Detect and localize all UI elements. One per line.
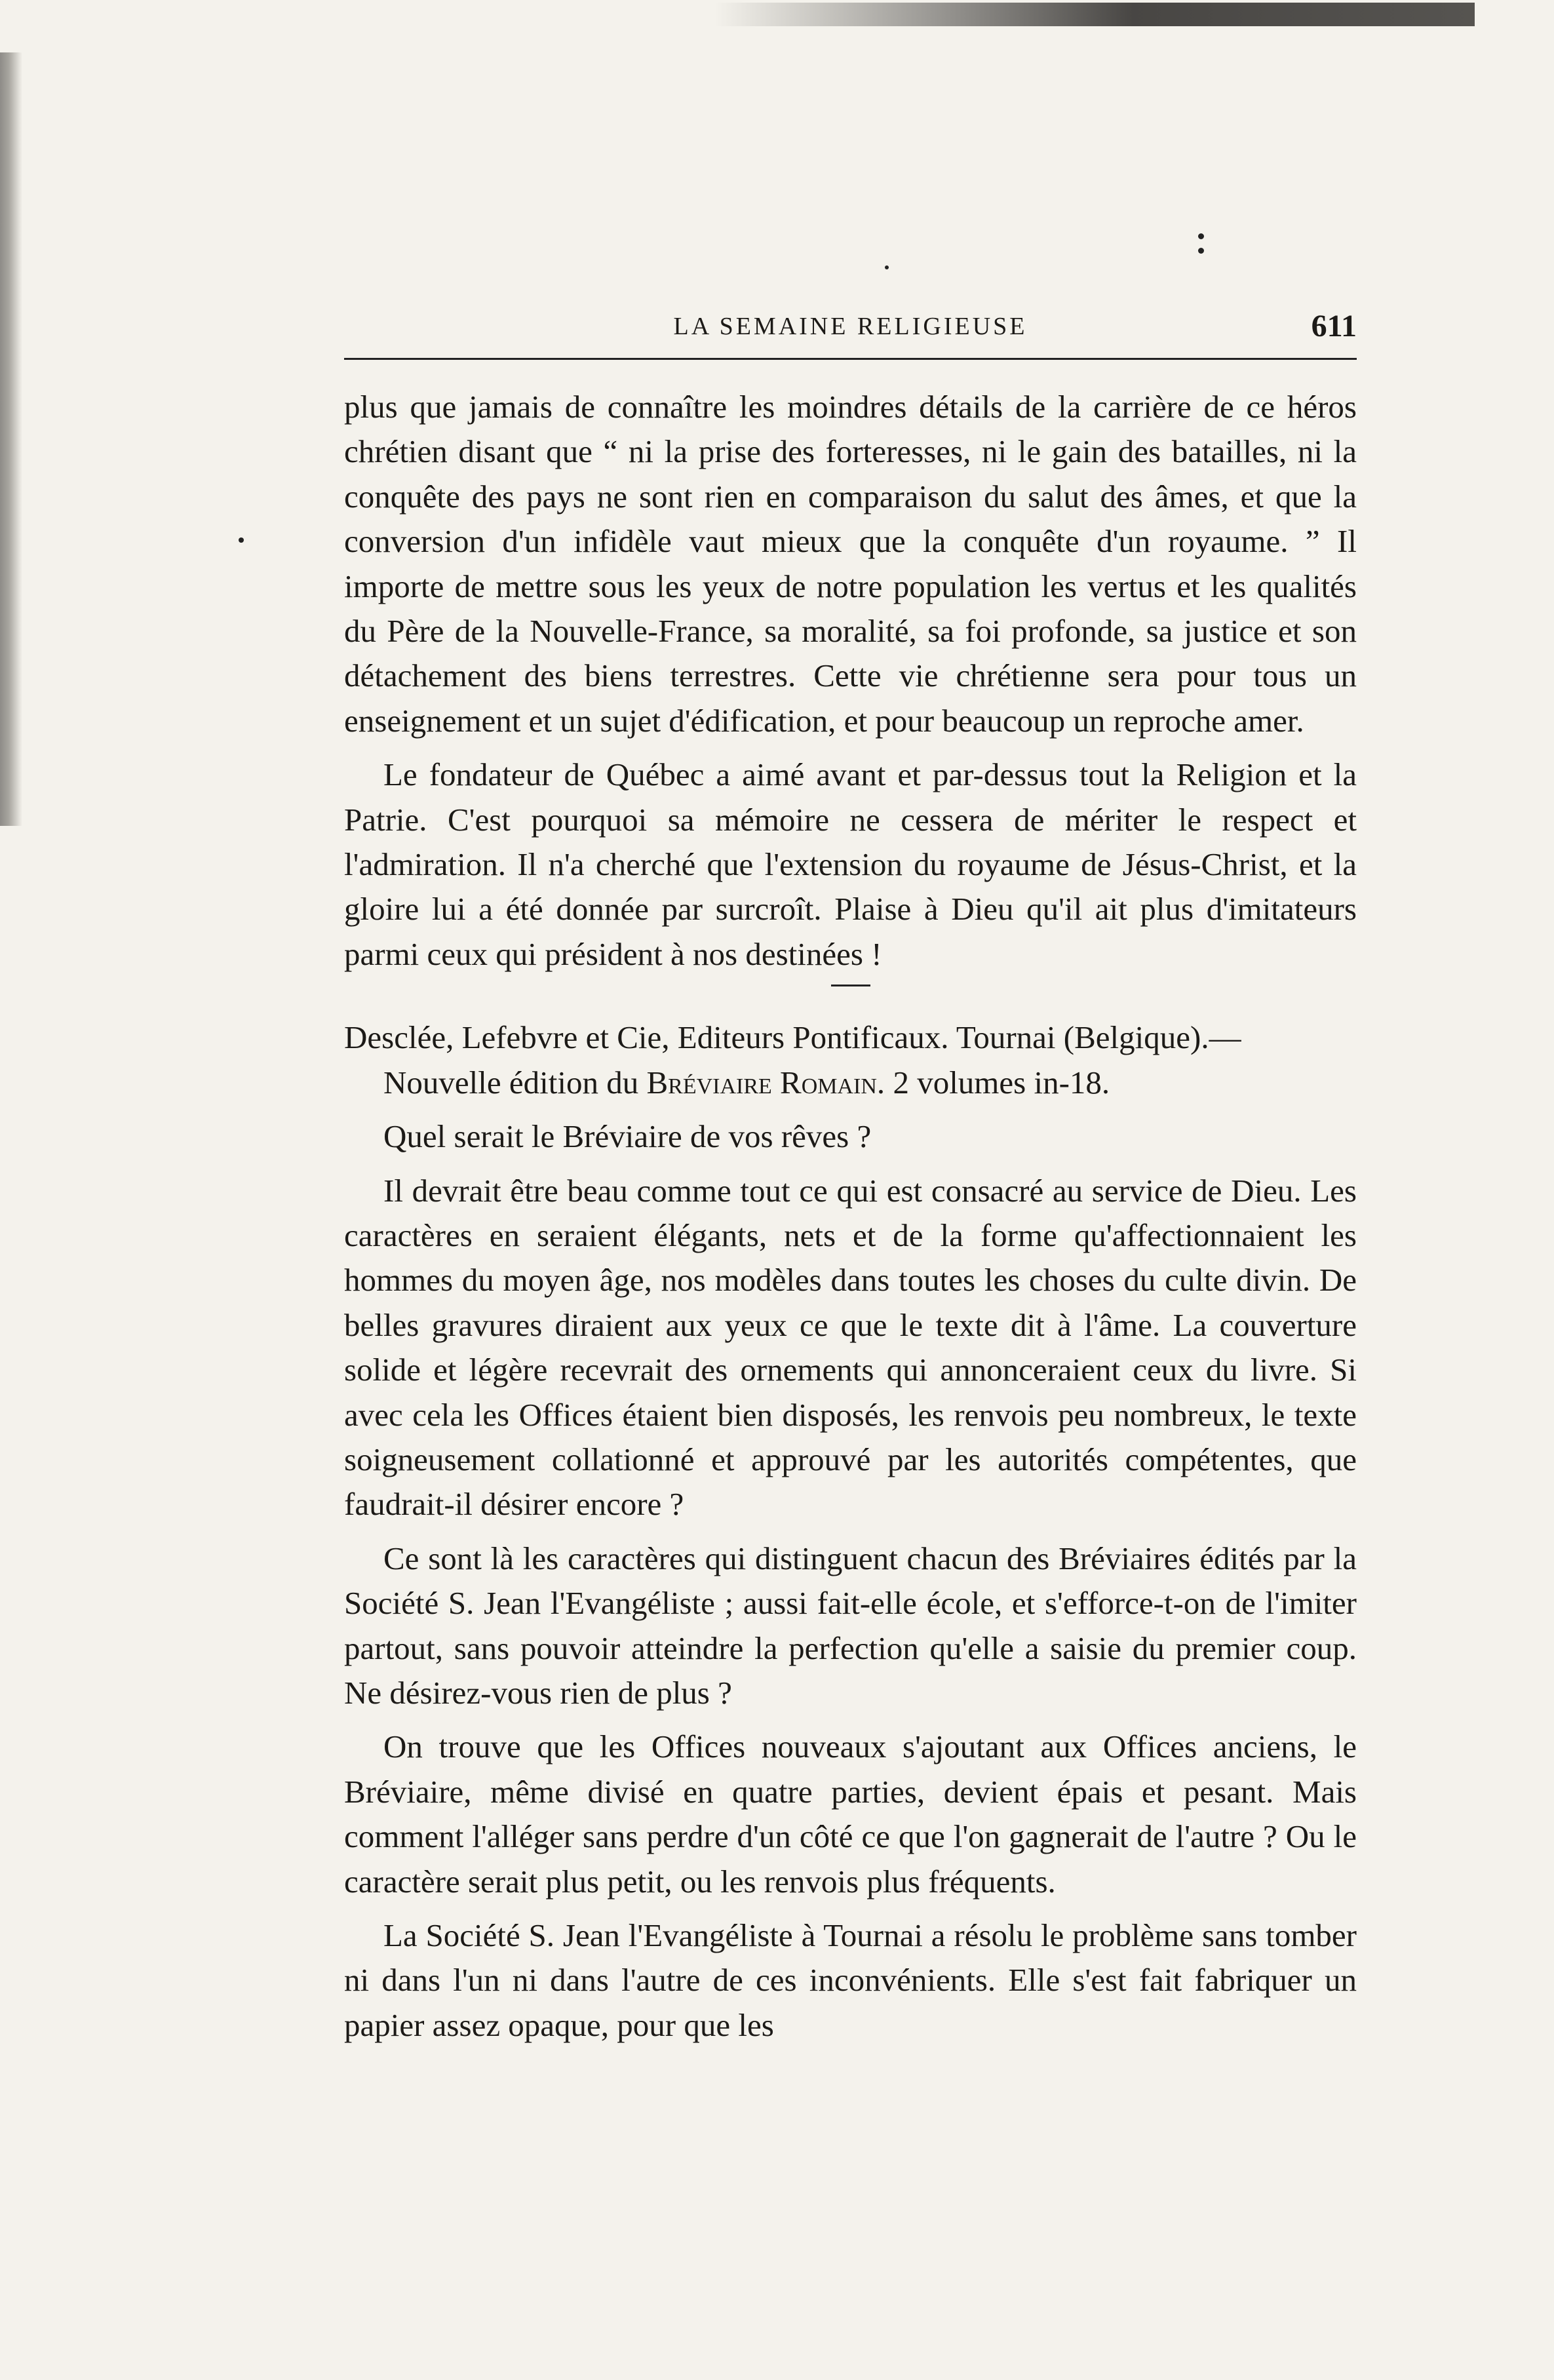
notice-paragraph: Ce sont là les caractères qui distinguent chacun des Bréviaires édités par la Société S. Jean l'Evangéliste ; aussi fait-elle école, et s'efforce-t-on de l'imiter partout, sans pouvoir atteindre la perfection qu'elle a saisie du premier coup. Ne désirez-vous rien de plus ? [344,1540,1357,1711]
page-body [344,385,1357,2048]
running-title: LA SEMAINE RELIGIEUSE [673,313,1028,340]
notice-paragraph: Quel serait le Bréviaire de vos rêves ? [383,1118,872,1155]
section-separator [831,985,870,986]
article-paragraph: plus que jamais de connaître les moindres détails de la carrière de ce héros chrétien disant que “ ni la prise des forteresses, ni le gain des batailles, ni la conquête des pays ne sont rien en comparaison du salut des âmes, et que la conversion d'un infidèle vaut mieux que la conquête d'un royaume. ” Il importe de mettre sous les yeux de notre population les vertus et les qualités du Père de la Nouvelle-France, sa moralité, sa foi profonde, sa justice et son détachement des biens terrestres. Cette vie chrétienne sera pour tous un enseignement et un sujet d'édification, et pour beaucoup un reproche amer. [344,389,1357,739]
scan-speck [239,537,244,543]
notice-paragraph: La Société S. Jean l'Evangéliste à Tournai a résolu le problème sans tomber ni dans l'un ni dans l'autre de ces inconvénients. Elle s'est fait fabriquer un papier assez opaque, pour que les [344,1917,1357,2043]
notice-paragraph: On trouve que les Offices nouveaux s'ajoutant aux Offices anciens, le Bréviaire, même divisé en quatre parties, devient épais et pesant. Mais comment l'alléger sans perdre d'un côté ce que l'on gagnerait de l'autre ? Ou le caractère serait plus petit, ou les renvois plus fréquents. [344,1728,1357,1900]
scan-shadow-left [0,52,22,826]
scan-speck [1198,233,1204,239]
book-page [344,308,1357,2048]
notice-title [344,1061,1357,1105]
scan-speck [1198,248,1204,254]
page-number: 611 [1311,309,1357,343]
article-paragraph: Le fondateur de Québec a aimé avant et par-dessus tout la Religion et la Patrie. C'est pourquoi sa mémoire ne cessera de mériter le respect et l'admiration. Il n'a cherché que l'extension du royaume de Jésus-Christ, et la gloire lui a été donnée par surcroît. Plaise à Dieu qu'il ait plus d'imitateurs parmi ceux qui président à nos destinées ! [344,756,1357,972]
notice-paragraph: Il devrait être beau comme tout ce qui est consacré au service de Dieu. Les caractères en seraient élégants, nets et de la forme qu'affectionnaient les hommes du moyen âge, nos modèles dans toutes les choses du culte divin. De belles gravures diraient aux yeux ce que le texte dit à l'âme. La couverture solide et légère recevrait des ornements qui annonceraient ceux du livre. Si avec cela les Offices étaient bien disposés, les renvois peu nombreux, le texte soigneusement collationné et approuvé par les autorités compétentes, que faudrait-il désirer encore ? [344,1172,1357,1523]
running-head [344,308,1357,360]
notice-title-work: Bréviaire Romain. [646,1064,885,1101]
notice-title-suffix: 2 volumes in-18. [893,1064,1110,1101]
scan-shadow-top [714,3,1475,26]
notice-publisher: Desclée, Lefebvre et Cie, Editeurs Pontificaux. Tournai (Belgique).— [344,1019,1241,1056]
notice-title-prefix: Nouvelle édition du [383,1064,639,1101]
scan-speck [885,265,889,269]
